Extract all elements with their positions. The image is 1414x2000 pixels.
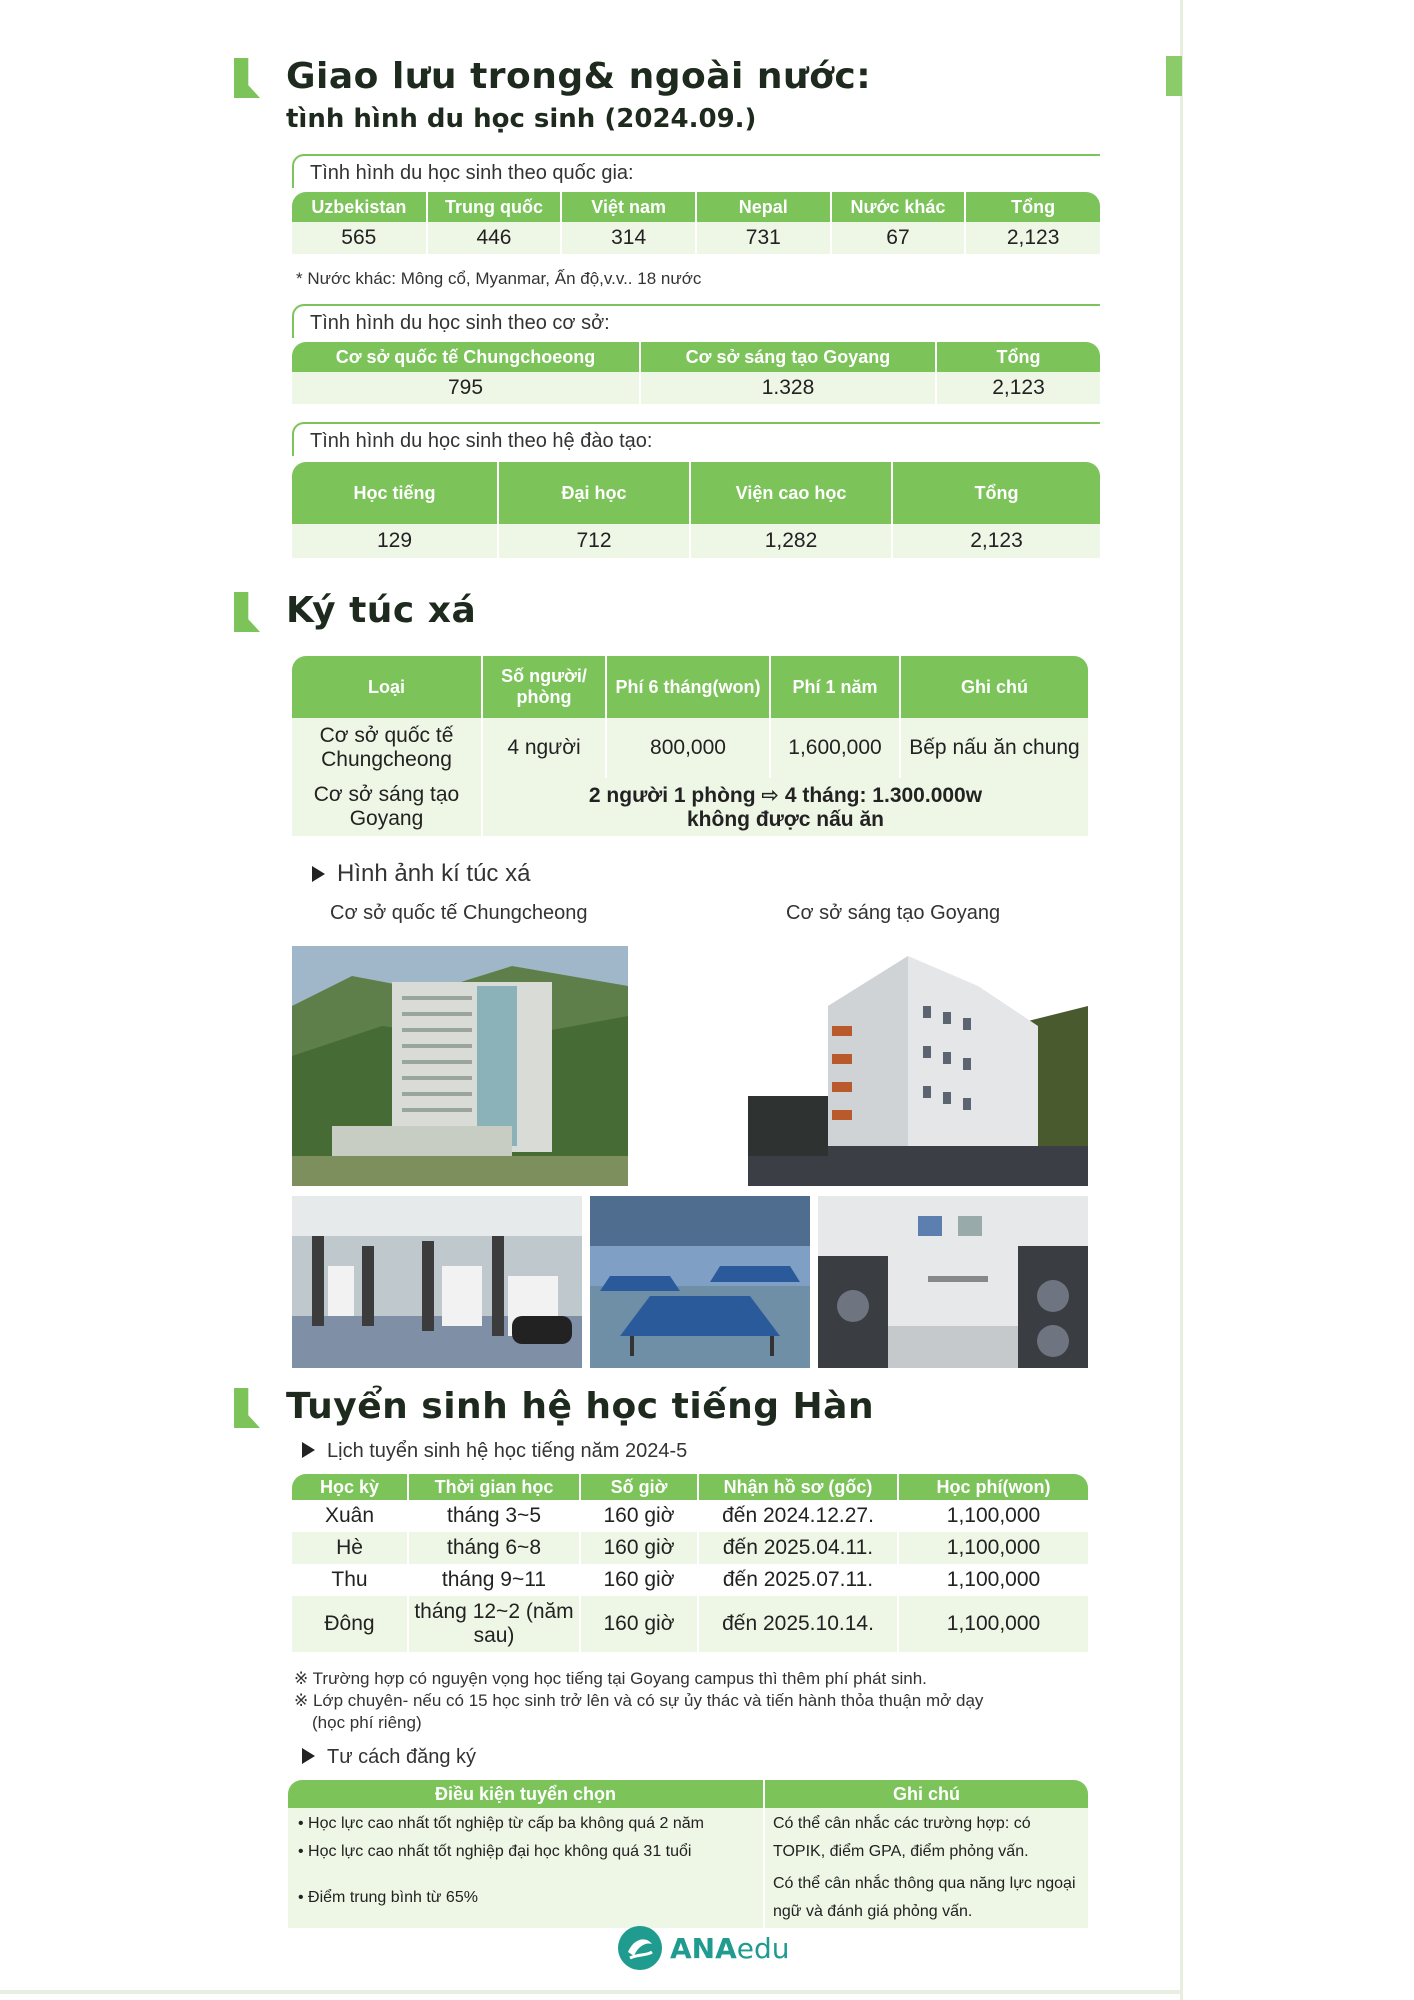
by-campus-value: 2,123 (936, 372, 1100, 404)
schedule-cell: 1,100,000 (898, 1564, 1088, 1596)
schedule-cell: Đông (292, 1596, 408, 1652)
schedule-cell: Thu (292, 1564, 408, 1596)
dorm-header: Phí 6 tháng(won) (606, 656, 770, 718)
korean-note-1: ※ Trường hợp có nguyện vọng học tiếng tại Goyang campus thì thêm phí phát sinh. (294, 1669, 927, 1688)
logo-mark-icon (618, 1926, 662, 1970)
table-tennis-photo (590, 1196, 810, 1368)
by-campus-table (292, 342, 1100, 404)
dorm-merged-cell (482, 778, 1088, 836)
by-campus-value: 795 (292, 372, 640, 404)
by-country-value: 67 (831, 222, 966, 254)
section-marker-icon (234, 1388, 260, 1428)
by-program-header: Viện cao học (690, 462, 892, 524)
by-program-caption: Tình hình du học sinh theo hệ đào tạo: (292, 422, 1100, 456)
dorm-header: Phí 1 năm (770, 656, 900, 718)
eligibility-remark: Có thể cân nhắc thông qua năng lực ngoại ngữ và đánh giá phỏng vấn. (764, 1868, 1088, 1928)
triangle-bullet-icon (302, 1748, 315, 1764)
korean-title: Tuyển sinh hệ học tiếng Hàn (286, 1386, 875, 1427)
triangle-bullet-icon (302, 1442, 315, 1458)
by-program-header: Học tiếng (292, 462, 498, 524)
schedule-cell: 160 giờ (580, 1564, 698, 1596)
by-country-header: Nepal (696, 192, 831, 222)
by-program-header: Tổng (892, 462, 1100, 524)
by-country-value: 446 (427, 222, 562, 254)
schedule-cell: đến 2025.10.14. (698, 1596, 898, 1652)
schedule-header: Học phí(won) (898, 1474, 1088, 1500)
by-country-value: 314 (561, 222, 696, 254)
by-campus-header: Cơ sở sáng tạo Goyang (640, 342, 936, 372)
page-bottom-edge (0, 1990, 1180, 1994)
logo-text-light: edu (736, 1931, 790, 1965)
schedule-cell: đến 2024.12.27. (698, 1500, 898, 1532)
schedule-header: Học kỳ (292, 1474, 408, 1500)
eligibility-heading (302, 1746, 476, 1769)
schedule-cell: Xuân (292, 1500, 408, 1532)
dorm-table (292, 656, 1088, 836)
schedule-header: Thời gian học (408, 1474, 580, 1500)
schedule-cell: 1,100,000 (898, 1500, 1088, 1532)
schedule-heading (302, 1440, 687, 1463)
dorm-cell: Bếp nấu ăn chung (900, 718, 1088, 778)
exchange-subtitle: tình hình du học sinh (2024.09.) (286, 104, 757, 134)
goyang-dorm-photo (748, 946, 1088, 1186)
by-country-header: Nước khác (831, 192, 966, 222)
by-program-table (292, 462, 1100, 558)
dorm-photos-heading-text: Hình ảnh kí túc xá (337, 860, 531, 887)
schedule-cell: 1,100,000 (898, 1532, 1088, 1564)
by-country-header: Trung quốc (427, 192, 562, 222)
logo-text (670, 1932, 790, 1965)
dorm-cell: 800,000 (606, 718, 770, 778)
eligibility-remark: Có thể cân nhắc các trường hợp: có TOPIK, điểm GPA, điểm phỏng vấn. (764, 1808, 1088, 1868)
by-country-value: 2,123 (965, 222, 1100, 254)
by-country-caption: Tình hình du học sinh theo quốc gia: (292, 154, 1100, 188)
eligibility-condition: • Học lực cao nhất tốt nghiệp từ cấp ba không quá 2 năm (298, 1815, 704, 1832)
schedule-cell: tháng 9~11 (408, 1564, 580, 1596)
dorm-merged-line: không được nấu ăn (687, 807, 884, 831)
dorm-cell: Cơ sở quốc tế Chungcheong (292, 718, 482, 778)
schedule-cell: 1,100,000 (898, 1596, 1088, 1652)
photo-caption-left: Cơ sở quốc tế Chungcheong (330, 902, 588, 924)
by-country-value: 731 (696, 222, 831, 254)
dorm-header: Loại (292, 656, 482, 718)
page-edge (1180, 0, 1183, 2000)
photo-caption-right: Cơ sở sáng tạo Goyang (786, 902, 1001, 924)
schedule-header: Số giờ (580, 1474, 698, 1500)
schedule-cell: tháng 3~5 (408, 1500, 580, 1532)
dorm-title: Ký túc xá (286, 590, 477, 631)
by-program-value: 129 (292, 524, 498, 558)
section-marker-icon (234, 592, 260, 632)
dorm-merged-line: 2 người 1 phòng ⇨ 4 tháng: 1.300.000w (588, 783, 983, 807)
by-country-value: 565 (292, 222, 427, 254)
korean-note-2b: (học phí riêng) (312, 1713, 422, 1732)
schedule-cell: đến 2025.07.11. (698, 1564, 898, 1596)
by-campus-header: Tổng (936, 342, 1100, 372)
by-country-header: Tổng (965, 192, 1100, 222)
by-program-header: Đại học (498, 462, 690, 524)
schedule-table (292, 1474, 1088, 1652)
by-campus-caption: Tình hình du học sinh theo cơ sở: (292, 304, 1100, 338)
section-marker-icon (234, 58, 260, 98)
dorm-cell: Cơ sở sáng tạo Goyang (292, 778, 482, 836)
dorm-header: Ghi chú (900, 656, 1088, 718)
schedule-cell: đến 2025.04.11. (698, 1532, 898, 1564)
by-program-value: 712 (498, 524, 690, 558)
by-country-table (292, 192, 1100, 254)
dorm-cell: 1,600,000 (770, 718, 900, 778)
by-country-header: Việt nam (561, 192, 696, 222)
eligibility-conditions-cell (288, 1808, 764, 1868)
chungcheong-dorm-photo (292, 946, 628, 1186)
schedule-cell: 160 giờ (580, 1532, 698, 1564)
dorm-header: Số người/ phòng (482, 656, 606, 718)
schedule-header: Nhận hồ sơ (gốc) (698, 1474, 898, 1500)
eligibility-heading-text: Tư cách đăng ký (327, 1746, 477, 1768)
eligibility-condition: • Học lực cao nhất tốt nghiệp đại học không quá 31 tuổi (298, 1843, 692, 1860)
schedule-cell: tháng 6~8 (408, 1532, 580, 1564)
dorm-cell: 4 người (482, 718, 606, 778)
by-program-value: 1,282 (690, 524, 892, 558)
by-country-header: Uzbekistan (292, 192, 427, 222)
laundry-photo (818, 1196, 1088, 1368)
triangle-bullet-icon (312, 866, 325, 882)
eligibility-header: Ghi chú (764, 1780, 1088, 1808)
korean-note-2: ※ Lớp chuyên- nếu có 15 học sinh trở lên và có sự ủy thác và tiến hành thỏa thuận mở dạy (294, 1691, 984, 1710)
page-edge-tab (1166, 56, 1182, 96)
eligibility-table (288, 1780, 1088, 1928)
by-campus-value: 1.328 (640, 372, 936, 404)
schedule-cell: Hè (292, 1532, 408, 1564)
schedule-cell: 160 giờ (580, 1500, 698, 1532)
schedule-heading-text: Lịch tuyển sinh hệ học tiếng năm 2024-5 (327, 1440, 688, 1462)
anaedu-logo (618, 1926, 790, 1970)
logo-text-bold: ANA (670, 1931, 737, 1965)
gym-photo (292, 1196, 582, 1368)
by-program-value: 2,123 (892, 524, 1100, 558)
by-campus-header: Cơ sở quốc tế Chungchoeong (292, 342, 640, 372)
eligibility-header: Điều kiện tuyển chọn (288, 1780, 764, 1808)
eligibility-condition: • Điểm trung bình từ 65% (288, 1868, 764, 1928)
schedule-cell: 160 giờ (580, 1596, 698, 1652)
schedule-cell: tháng 12~2 (năm sau) (408, 1596, 580, 1652)
by-country-note: * Nước khác: Mông cổ, Myanmar, Ấn độ,v.v.. 18 nước (296, 269, 702, 288)
exchange-title: Giao lưu trong& ngoài nước: (286, 56, 872, 97)
dorm-photos-heading (312, 860, 530, 888)
